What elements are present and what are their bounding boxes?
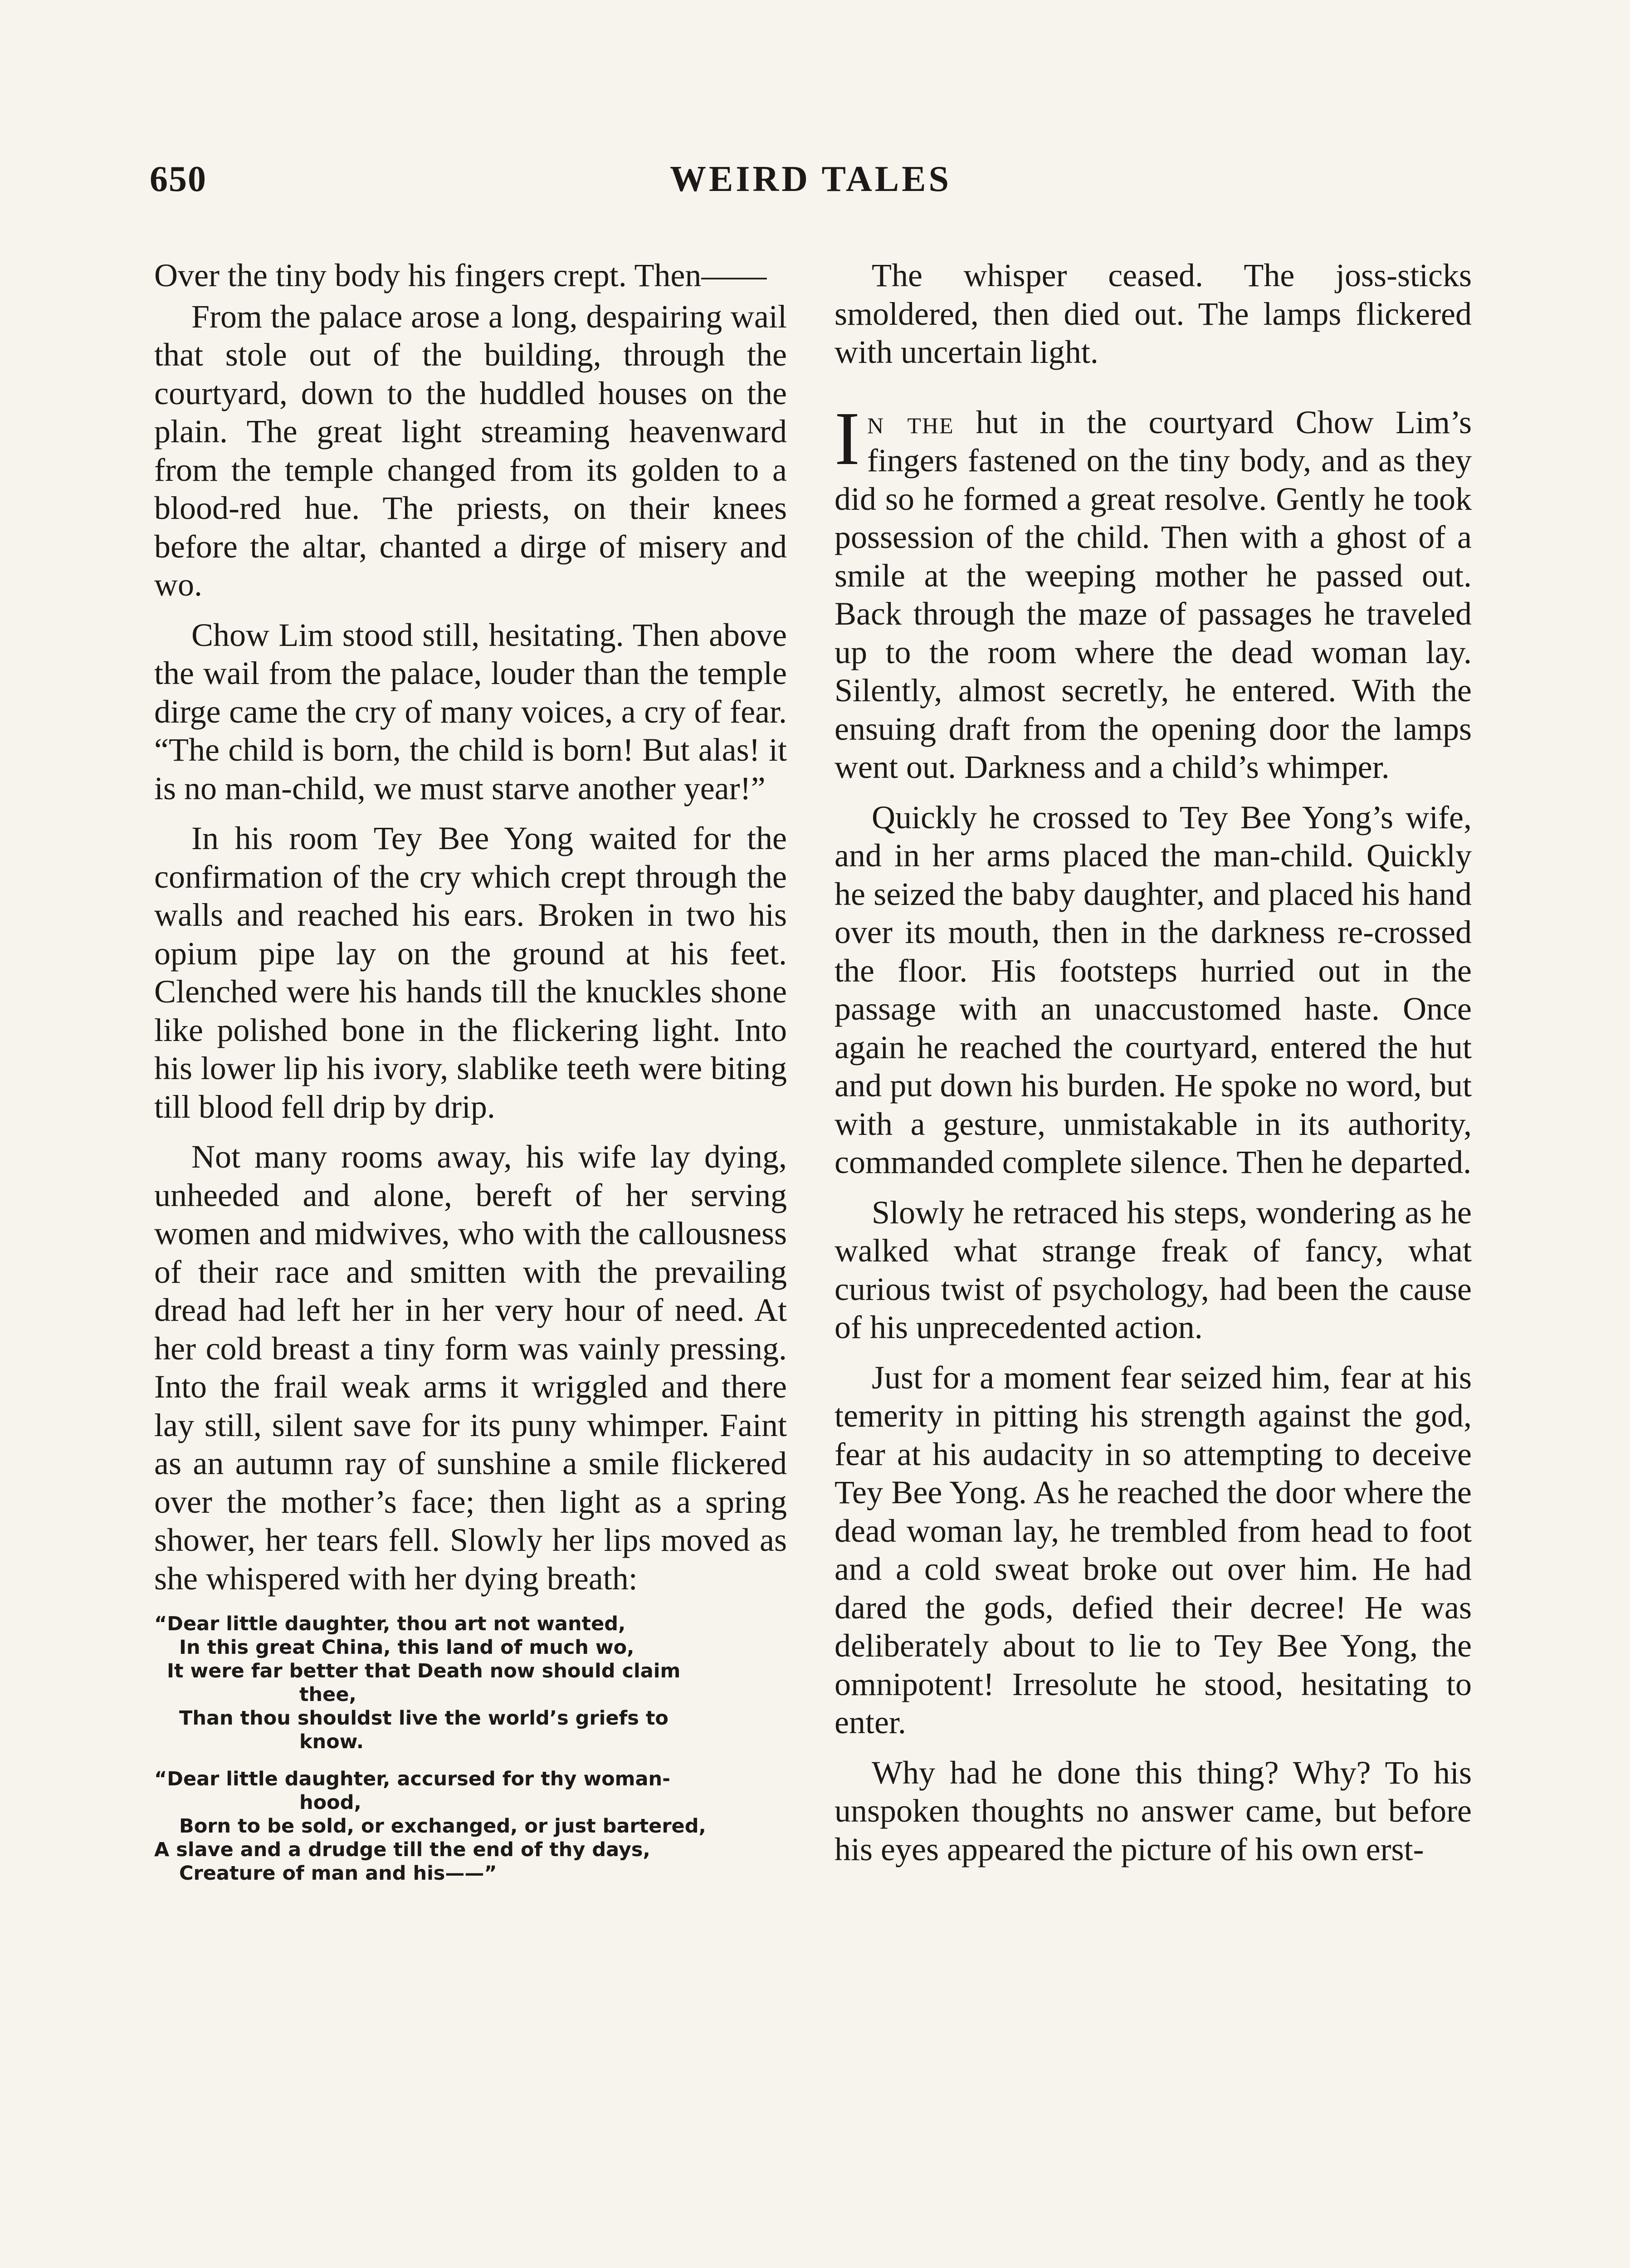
- poem-line: Creature of man and his——”: [179, 1862, 497, 1885]
- paragraph: From the palace arose a long, despairing wail that stole out of the building, through the courtyard, down to the huddled houses on the plain. The great light streaming heavenward from the temple changed from its golden to a blood-red hue. The priests, on their knees before the altar, chanted a dirge of misery and wo.: [154, 298, 787, 603]
- running-title: WEIRD TALES: [670, 159, 952, 199]
- small-caps-lead: n the: [867, 404, 954, 440]
- paragraph: Quickly he crossed to Tey Bee Yong’s wife, and in her arms placed the man-child. Quickly he seized the baby daughter, and placed his hand over its mouth, then in the darkness re-crossed the floor. His footsteps hurried out in the passage with an unaccustomed haste. Once again he reached the courtyard, entered the hut and put down his burden. He spoke no word, but with a gesture, unmistakable in its authority, commanded complete silence. Then he departed.: [835, 799, 1472, 1180]
- poem: [154, 1612, 787, 1885]
- section-opening-paragraph: [835, 396, 1472, 787]
- poem-line: know.: [299, 1730, 364, 1753]
- poem-line: thee,: [299, 1683, 356, 1706]
- paragraph-text: hut in the courtyard Chow Lim’s fingers fastened on the tiny body, and as they did so he formed a great resolve. Gently he took possession of the child. Then with a ghost of a smile at the weeping mother he passed out. Back through the maze of passages he traveled up to the room where the dead woman lay. Silently, almost secretly, he entered. With the ensuing draft from the opening door the lamps went out. Darkness and a child’s whimper.: [835, 404, 1472, 785]
- poem-stanza: [154, 1612, 787, 1754]
- poem-line: “Dear little daughter, accursed for thy woman-: [154, 1768, 670, 1790]
- paragraph: Over the tiny body his fingers crept. Then——: [154, 257, 767, 293]
- poem-line: In this great China, this land of much wo,: [179, 1636, 634, 1659]
- paragraph: Why had he done this thing? Why? To his unspoken thoughts no answer came, but before his eyes appeared the picture of his own erst-: [835, 1754, 1472, 1867]
- paragraph: Slowly he retraced his steps, wondering as he walked what strange freak of fancy, what curious twist of psychology, had been the cause of his unprecedented action.: [835, 1194, 1472, 1345]
- paragraph: In his room Tey Bee Yong waited for the confirmation of the cry which crept through the walls and reached his ears. Broken in two his opium pipe lay on the ground at his feet. Clenched were his hands till the knuckles shone like polished bone in the flickering light. Into his lower lip his ivory, slablike teeth were biting till blood fell drip by drip.: [154, 820, 787, 1125]
- drop-cap: I: [835, 396, 860, 481]
- right-column: [835, 256, 1472, 1880]
- left-column: [154, 256, 787, 1899]
- poem-line: Born to be sold, or exchanged, or just bartered,: [179, 1815, 706, 1838]
- paragraph: The whisper ceased. The joss-sticks smoldered, then died out. The lamps flickered with uncertain light.: [835, 257, 1472, 370]
- paragraph: Just for a moment fear seized him, fear at his temerity in pitting his strength against the god, fear at his audacity in so attempting to deceive Tey Bee Yong. As he reached the door where the dead woman lay, he trembled from head to foot and a cold sweat broke out over him. He had dared the gods, defied their decree! He was deliberately about to lie to Tey Bee Yong, the omnipotent! Irresolute he stood, hesitating to enter.: [835, 1359, 1472, 1740]
- poem-line: A slave and a drudge till the end of thy days,: [154, 1838, 650, 1861]
- paragraph: Not many rooms away, his wife lay dying, unheeded and alone, bereft of her serving women and midwives, who with the callousness of their race and smitten with the prevailing dread had left her in her very hour of need. At her cold breast a tiny form was vainly pressing. Into the frail weak arms it wriggled and there lay still, silent save for its puny whimper. Faint as an autumn ray of sunshine a smile flickered over the mother’s face; then light as a spring shower, her tears fell. Slowly her lips moved as she whispered with her dying breath:: [154, 1139, 787, 1597]
- poem-line: “Dear little daughter, thou art not wanted,: [154, 1613, 626, 1635]
- poem-line: It were far better that Death now should claim: [167, 1660, 681, 1682]
- poem-stanza: [154, 1767, 787, 1885]
- page-number: 650: [150, 159, 207, 199]
- poem-line: Than thou shouldst live the world’s griefs to: [179, 1707, 669, 1730]
- paragraph: Chow Lim stood still, hesitating. Then above the wail from the palace, louder than the temple dirge came the cry of many voices, a cry of fear. “The child is born, the child is born! But alas! it is no man-child, we must starve another year!”: [154, 616, 787, 807]
- poem-line: hood,: [299, 1791, 361, 1814]
